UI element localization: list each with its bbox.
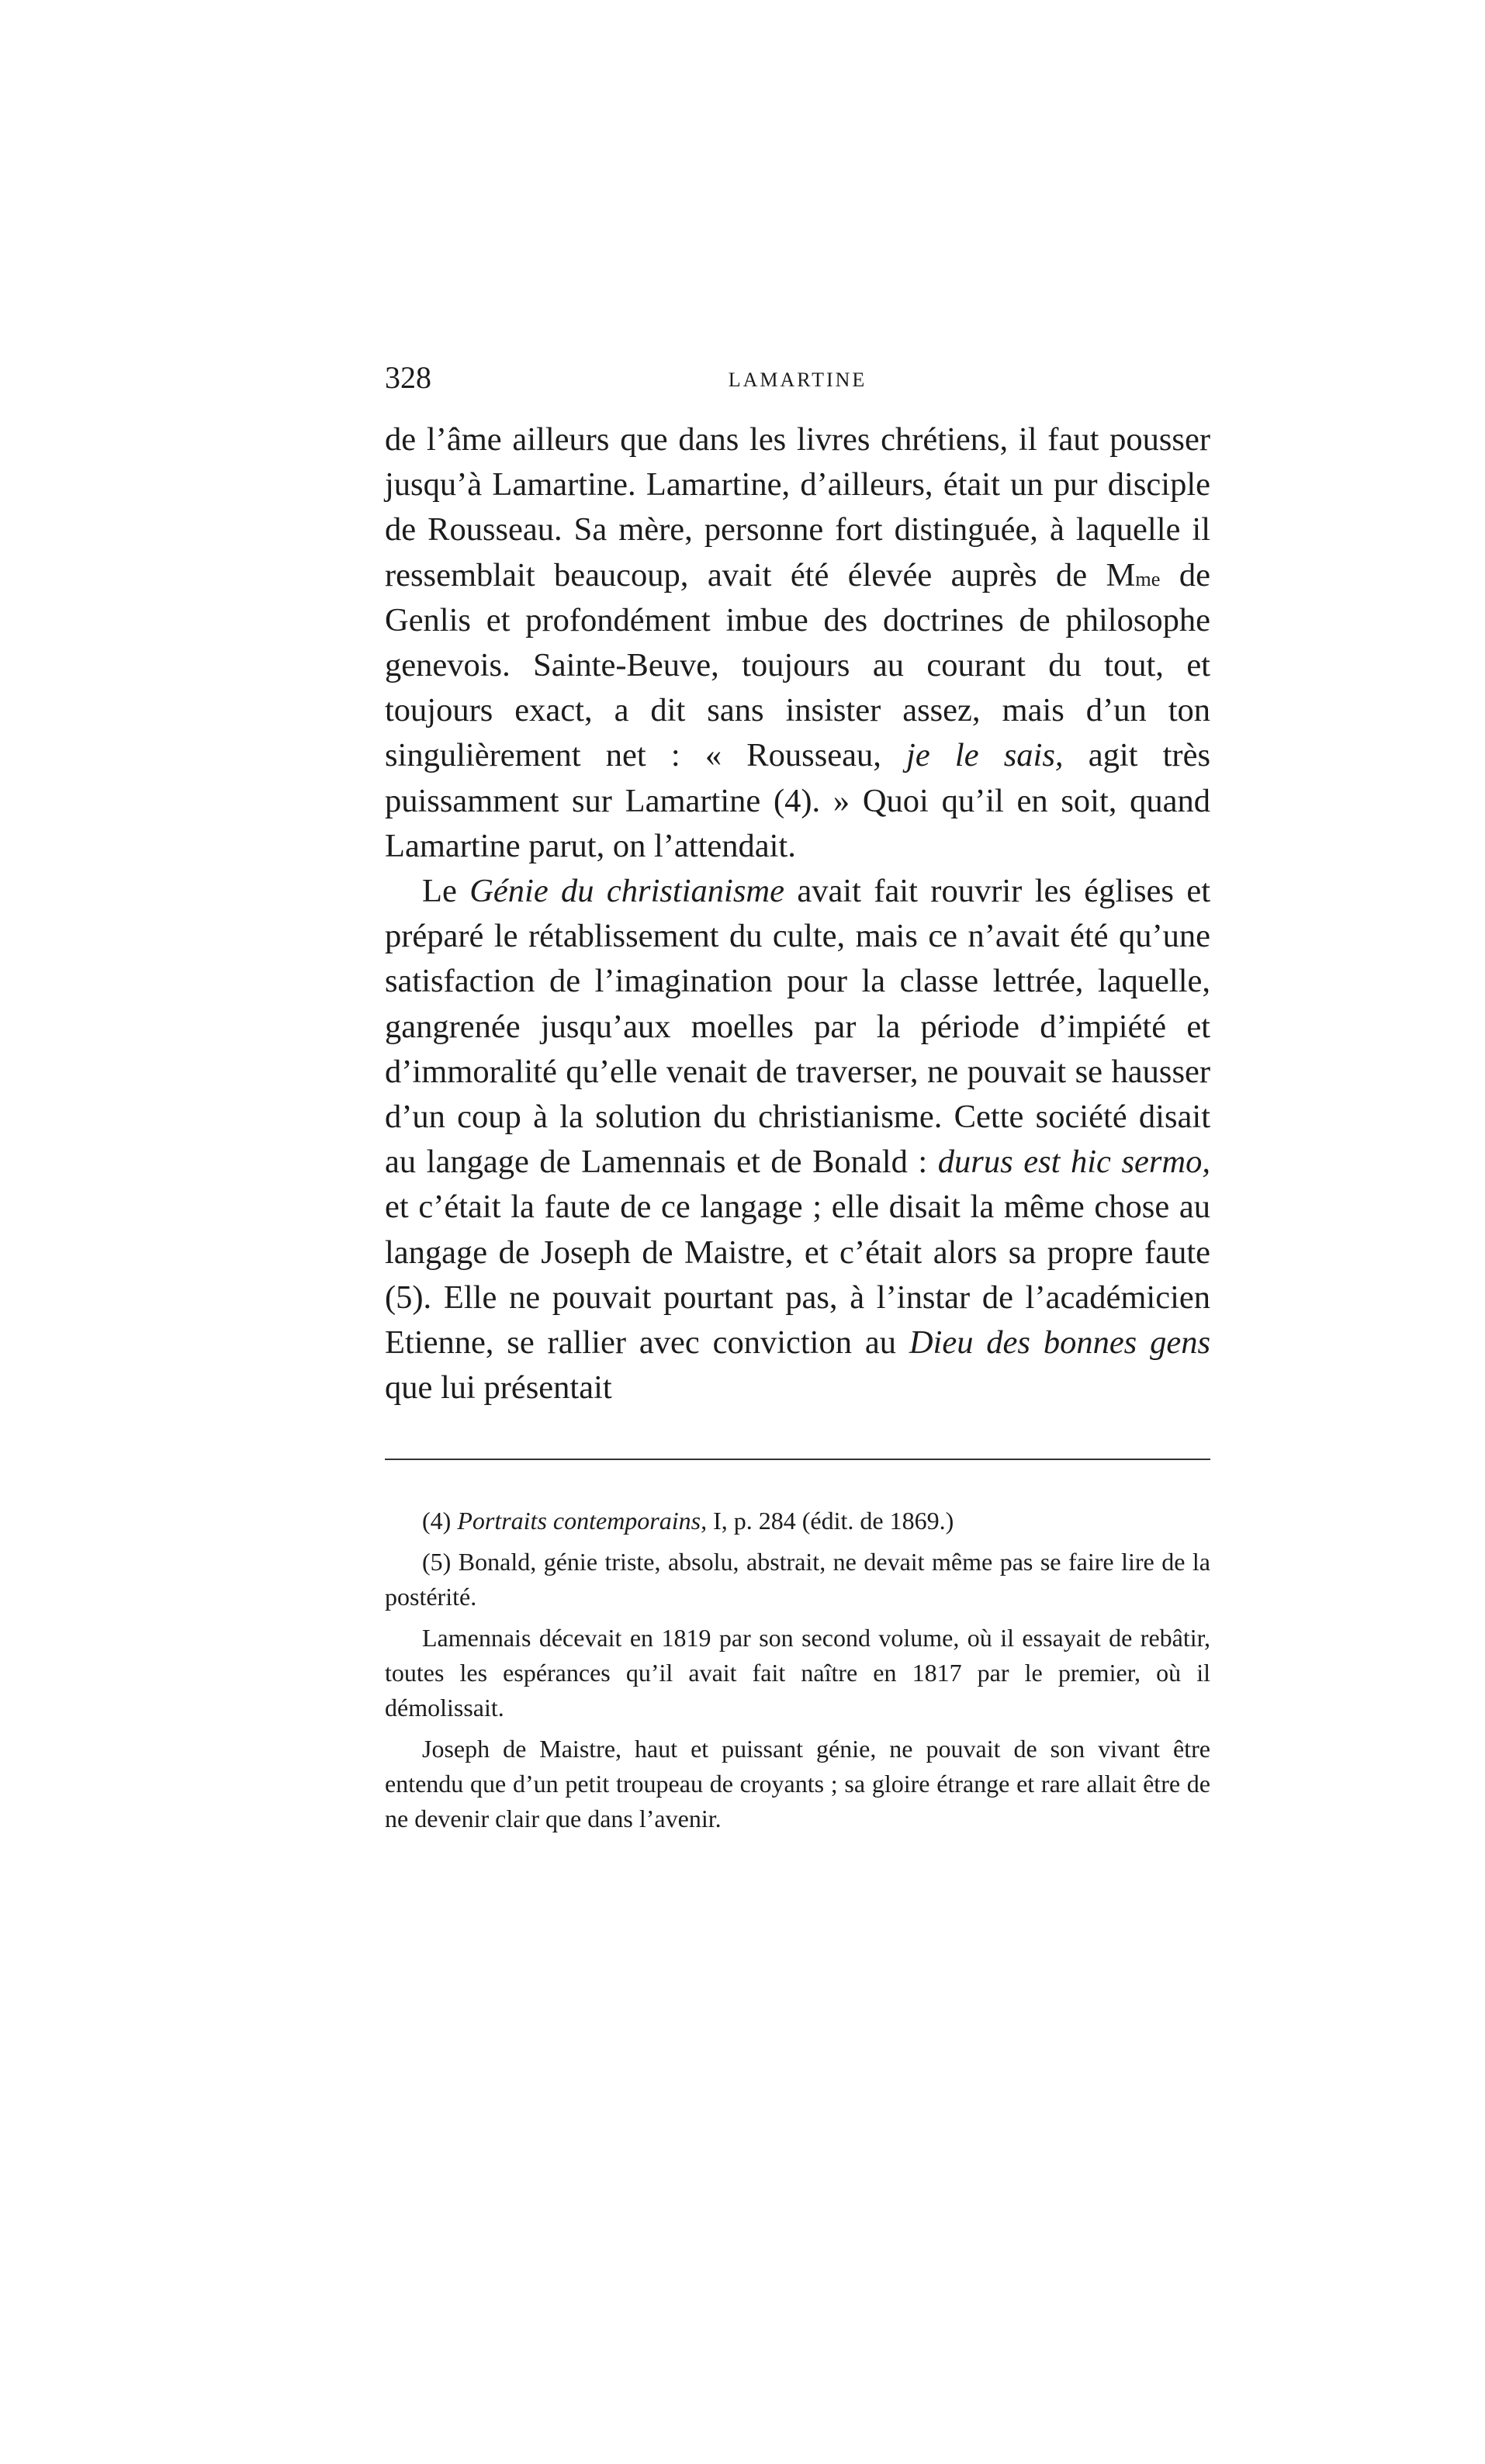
paragraph-2-text-d: que lui présentait [385,1369,612,1407]
italic-genie-du-christianisme: Génie du christianisme [469,873,784,910]
italic-je-le-sais: je le sais, [906,737,1064,774]
footnote-4-text-a: (4) [422,1507,458,1535]
running-head [385,358,1210,397]
running-title: LAMARTINE [728,369,867,391]
page-number: 328 [385,360,431,395]
footnote-5-maistre: Joseph de Maistre, haut et puissant génie, ne pouvait de son vivant être entendu que d’un petit troupeau de croyants ; sa gloire étrange et rare allait être de ne devenir clair que dans l’avenir. [385,1735,1210,1832]
paragraph-2-text-b: avait fait rouvrir les églises et préparé le rétablissement du culte, mais ce n’avait été qu’une satisfaction de l’imagination pour la classe lettrée, laquelle, gangrenée jusqu’aux moelles par la période d’impiété et d’immoralité qu’elle venait de traverser, ne pouvait se hausser d’un coup à la solution du christianisme. Cette société disait au langage de Lamennais et de Bonald : [385,873,1210,1181]
footnote-4-italic: Portraits contemporains, [457,1507,708,1535]
footnote-rule [385,1459,1210,1460]
footnote-4 [385,1504,1210,1538]
italic-dieu-des-bonnes-gens: Dieu des bonnes gens [909,1324,1210,1362]
paragraph-2-text-c: et c’était la faute de ce langage ; elle disait la même chose au langage de Joseph de Maistre, et c’était alors sa propre faute (5). Elle ne pouvait pourtant pas, à l’instar de l’académicien Etienne, se rallier avec conviction au [385,1189,1210,1362]
paragraph-1-text-a: de l’âme ailleurs que dans les livres chrétiens, il faut pousser jusqu’à Lamartine. Lamartine, d’ailleurs, était un pur disciple de Rousseau. Sa mère, personne fort distinguée, à laquelle il ressemblait beaucoup, avait été élevée auprès de M [385,421,1210,594]
paragraph-2 [385,869,1210,1410]
body-text [385,417,1210,1410]
paragraph-1-text-b: de Genlis et profondément imbue des doctrines de philosophe genevois. Sainte-Beuve, toujours au courant du tout, et toujours exact, a dit sans insister assez, mais d’un ton singulièrement net : « Rousseau, [385,556,1210,774]
paragraph-1-text-c: agit très puissamment sur Lamartine (4). » Quoi qu’il en soit, quand Lamartine parut, on l’attendait. [385,737,1210,864]
paragraph-1 [385,417,1210,869]
footnotes [385,1504,1210,1843]
footnote-4-text-b: I, p. 284 (édit. de 1869.) [707,1507,954,1535]
footnote-5: (5) Bonald, génie triste, absolu, abstrait, ne devait même pas se faire lire de la postérité. [385,1548,1210,1611]
italic-durus-est-hic-sermo: durus est hic sermo, [937,1144,1210,1181]
footnote-5-lamennais: Lamennais décevait en 1819 par son second volume, où il essayait de rebâtir, toutes les espérances qu’il avait fait naître en 1817 par le premier, où il démolissait. [385,1624,1210,1722]
superscript-me: me [1135,567,1161,590]
paragraph-2-text-a: Le [422,873,470,910]
